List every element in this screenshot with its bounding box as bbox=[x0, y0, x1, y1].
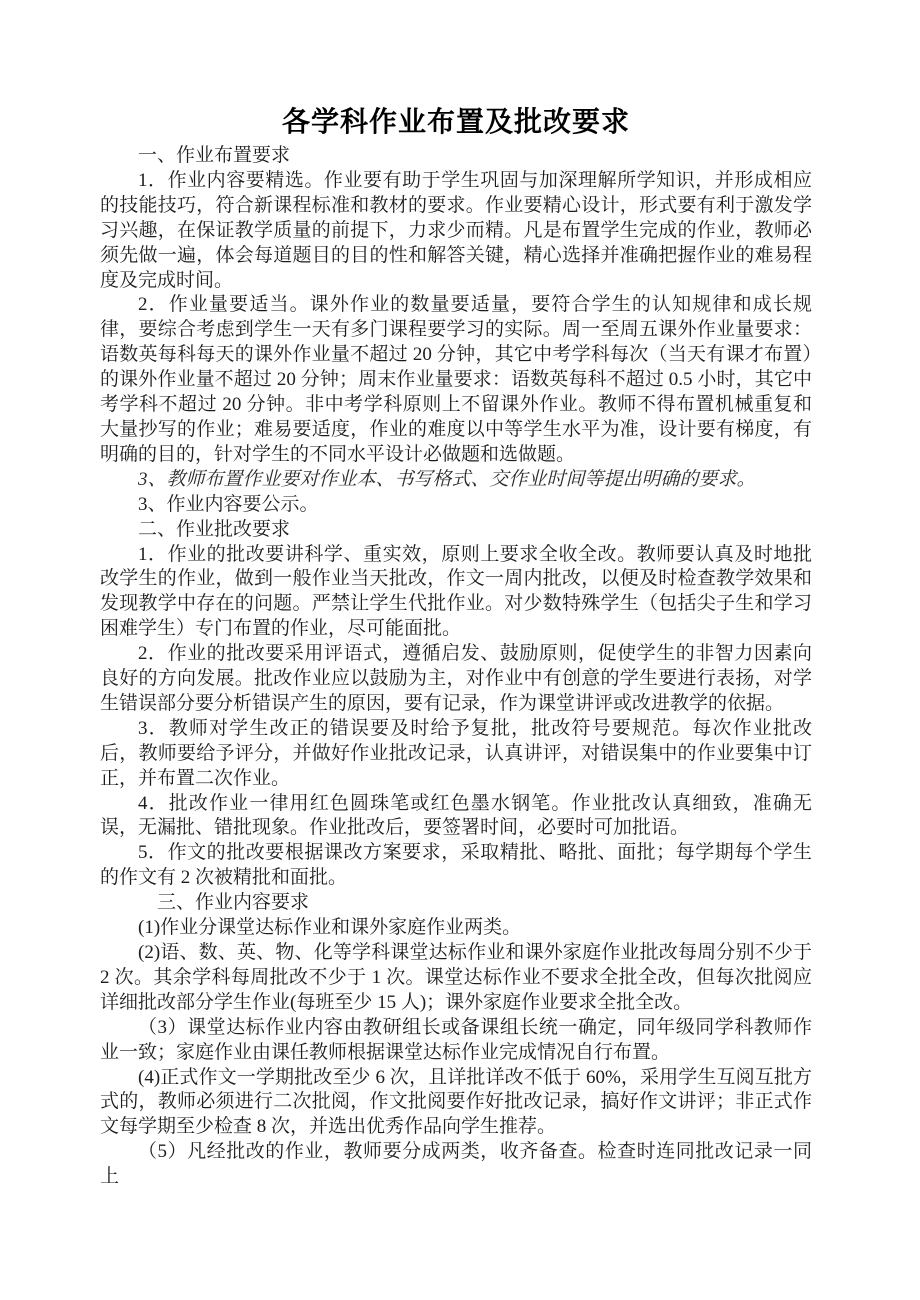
paragraph: 5．作文的批改要根据课改方案要求，采取精批、略批、面批；每学期每个学生的作文有 2 次被精批和面批。 bbox=[100, 842, 812, 889]
paragraph: 3．教师对学生改正的错误要及时给予复批，批改符号要规范。每次作业批改后，教师要给予评分，并做好作业批改记录，认真讲评，对错误集中的作业要集中订正，并布置二次作业。 bbox=[100, 717, 812, 789]
document-body bbox=[100, 144, 812, 1190]
paragraph: （5）凡经批改的作业，教师要分成两类，收齐备查。检查时连同批改记录一同上 bbox=[100, 1141, 812, 1188]
section-heading: 二、作业批改要求 bbox=[138, 518, 291, 540]
paragraph: （3）课堂达标作业内容由教研组长或备课组长统一确定，同年级同学科教师作业一致；家庭作业由课任教师根据课堂达标作业完成情况自行布置。 bbox=[100, 1016, 812, 1063]
paragraph: (1)作业分课堂达标作业和课外家庭作业两类。 bbox=[138, 917, 522, 939]
document-title: 各学科作业布置及批改要求 bbox=[281, 106, 630, 137]
paragraph: 1．作业内容要精选。作业要有助于学生巩固与加深理解所学知识，并形成相应的技能技巧，符合新课程标准和教材的要求。作业要精心设计，形式要有利于激发学习兴趣，在保证教学质量的前提下，力求少而精。凡是布置学生完成的作业，教师必须先做一遍，体会每道题目的目的性和解答关键，精心选择并准确把握作业的难易程度及完成时间。 bbox=[100, 169, 812, 291]
paragraph: 2．作业量要适当。课外作业的数量要适量，要符合学生的认知规律和成长规律，要综合考虑到学生一天有多门课程要学习的实际。周一至周五课外作业量要求：语数英每科每天的课外作业量不超过 20 分钟，其它中考学科每次（当天有课才布置）的课外作业量不超过 20 分钟；周末作业量要求：语数英每科不超过 0.5 小时，其它中考学科不超过 20 分钟。非中考学科原则上不留课外作业。教师不得布置机械重复和大量抄写的作业；难易要适度，作业的难度以中等学生水平为准，设计要有梯度，有明确的目的，针对学生的不同水平设计必做题和选做题。 bbox=[100, 294, 812, 465]
section-heading: 一、作业布置要求 bbox=[138, 145, 291, 166]
section-heading: 三、作业内容要求 bbox=[157, 892, 310, 914]
paragraph: 4．批改作业一律用红色圆珠笔或红色墨水钢笔。作业批改认真细致，准确无误，无漏批、错批现象。作业批改后，要签署时间，必要时可加批语。 bbox=[100, 792, 812, 839]
paragraph: 2．作业的批改要采用评语式，遵循启发、鼓励原则，促使学生的非智力因素向良好的方向发展。批改作业应以鼓励为主，对作业中有创意的学生要进行表扬，对学生错误部分要分析错误产生的原因，要有记录，作为课堂讲评或改进教学的依据。 bbox=[100, 643, 812, 714]
paragraph: 1．作业的批改要讲科学、重实效，原则上要求全收全改。教师要认真及时地批改学生的作业，做到一般作业当天批改，作文一周内批改，以便及时检查教学效果和发现教学中存在的问题。严禁让学生代批作业。对少数特殊学生（包括尖子生和学习困难学生）专门布置的作业，尽可能面批。 bbox=[100, 543, 812, 640]
paragraph: (2)语、数、英、物、化等学科课堂达标作业和课外家庭作业批改每周分别不少于 2 次。其余学科每周批改不少于 1 次。课堂达标作业不要求全批全改，但每次批阅应详细批改部分学生作业(每班至少 15 人)；课外家庭作业要求全批全改。 bbox=[100, 942, 812, 1013]
paragraph: 3、教师布置作业要对作业本、书写格式、交作业时间等提出明确的要求。 bbox=[138, 468, 756, 490]
paragraph: (4)正式作文一学期批改至少 6 次，且详批详改不低于 60%，采用学生互阅互批方式的，教师必须进行二次批阅，作文批阅要作好批改记录，搞好作文讲评；非正式作文每学期至少检查 8 次，并选出优秀作品向学生推荐。 bbox=[100, 1066, 812, 1138]
paragraph: 3、作业内容要公示。 bbox=[138, 493, 319, 515]
